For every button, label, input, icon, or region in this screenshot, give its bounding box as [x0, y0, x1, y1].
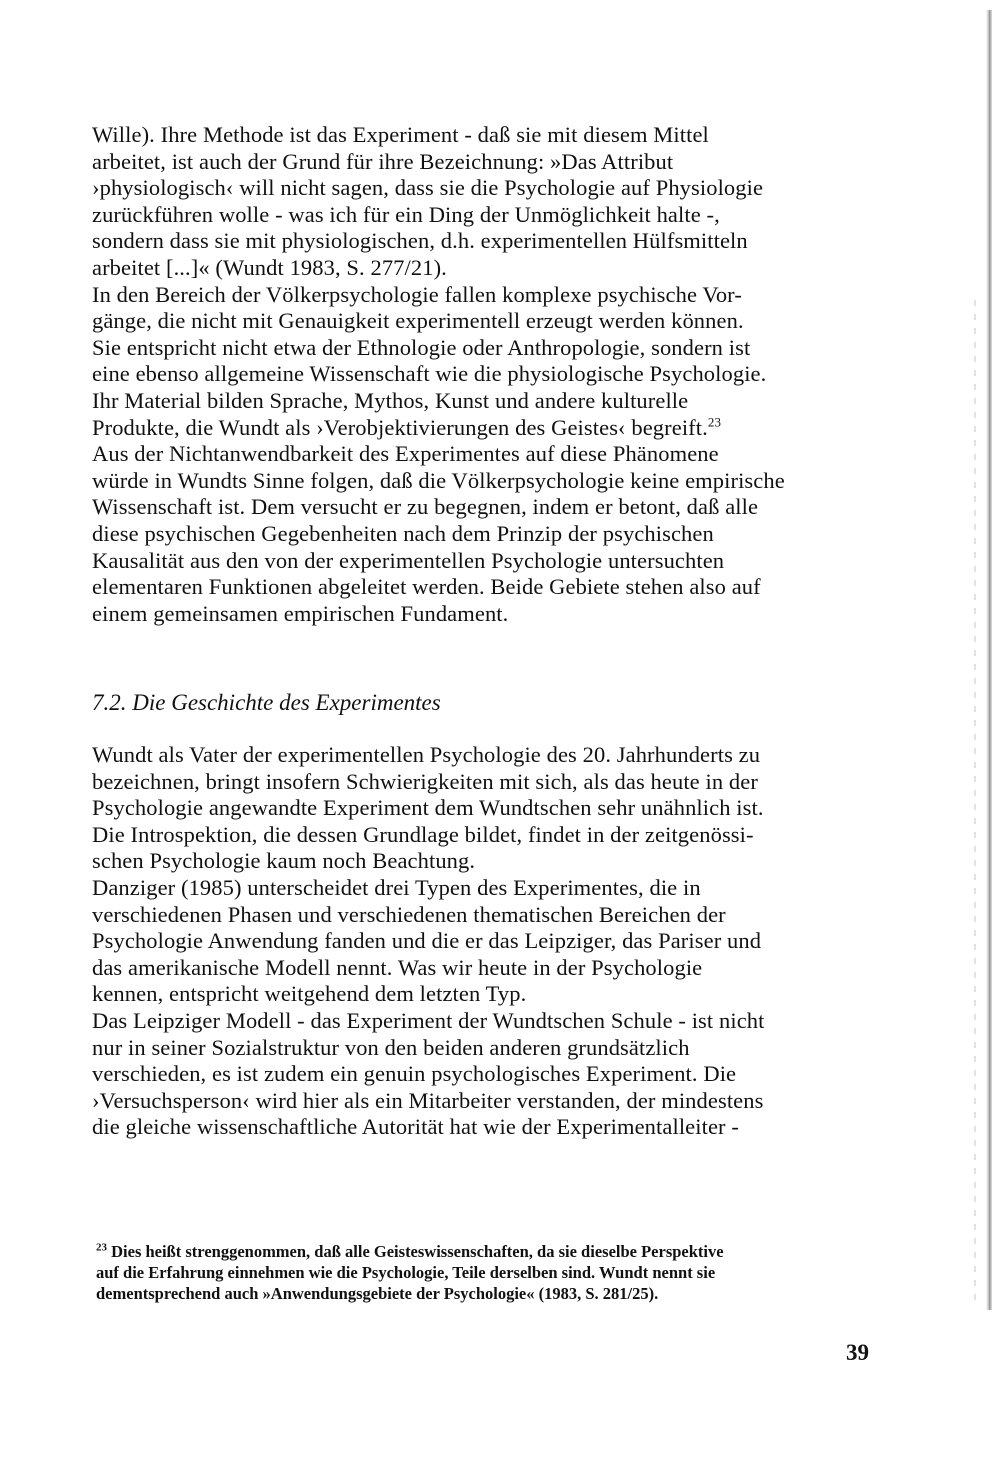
footnote-reference: 23: [707, 414, 722, 430]
body-text-block-2: [92, 742, 880, 1141]
footnote-text: Dies heißt strenggenommen, daß alle Geisteswissenschaften, da sie dieselbe Perspektive auf die Erfahrung einnehmen wie die Psychologie, Teile derselben sind. Wundt nennt sie dementsprechend auch »Anwendungsgebiete der Psychologie« (1983, S. 281/25).: [96, 1242, 724, 1303]
paragraph-nichtanwendbarkeit: Aus der Nichtanwendbarkeit des Experimentes auf diese Phänomene würde in Wundts Sinne folgen, daß die Völkerpsychologie keine empirische Wissenschaft ist. Dem versucht er zu begegnen, indem er betont, daß alle diese psychischen Gegebenheiten nach dem Prinzip der psychischen Kausalität aus den von der experimentellen Psychologie untersuchten elementaren Funktionen abgeleitet werden. Beide Gebiete stehen also auf einem gemeinsamen empirischen Fundament.: [92, 441, 785, 626]
paragraph-wundt-vater: Wundt als Vater der experimentellen Psychologie des 20. Jahrhunderts zu bezeichnen, bringt insofern Schwierigkeiten mit sich, als das heute in der Psychologie angewandte Experiment dem Wundtschen sehr unähnlich ist. Die Introspektion, die dessen Grundlage bildet, findet in der zeitgenössi- schen Psychologie kaum noch Beachtung.: [92, 742, 764, 874]
paragraph-leipziger-modell: Das Leipziger Modell - das Experiment der Wundtschen Schule - ist nicht nur in seiner Sozialstruktur von den beiden anderen grundsätzlich verschieden, es ist zudem ein genuin psychologisches Experiment. Die ›Versuchsperson‹ wird hier als ein Mitarbeiter verstanden, der mindestens die gleiche wissenschaftliche Autorität hat wie der Experimentalleiter -: [92, 1007, 765, 1140]
footnote-marker: 23: [96, 1241, 107, 1254]
paragraph-voelkerpsychologie-text: In den Bereich der Völkerpsychologie fallen komplexe psychische Vor- gänge, die nicht mit Genauigkeit experimentell erzeugt werden können. Sie entspricht nicht etwa der Ethnologie oder Anthropologie, sondern ist eine ebenso allgemeine Wissenschaft wie die physiologische Psychologie. Ihr Material bilden Sprache, Mythos, Kunst und andere kulturelle Produkte, die Wundt als ›Verobjektivierungen des Geistes‹ begreift.: [92, 281, 767, 440]
section-heading: 7.2. Die Geschichte des Experimentes: [92, 690, 441, 715]
paragraph-wundt-quote: Wille). Ihre Methode ist das Experiment - daß sie mit diesem Mittel arbeitet, ist auch der Grund für ihre Bezeichnung: »Das Attribut ›physiologisch‹ will nicht sagen, dass sie die Psychologie auf Physiologie zurückführen wolle - was ich für ein Ding der Unmöglichkeit halte -, sondern dass sie mit physiologischen, d.h. experimentellen Hülfsmitteln arbeitet [...]« (Wundt 1983, S. 277/21).: [92, 122, 764, 280]
paragraph-danziger: Danziger (1985) unterscheidet drei Typen des Experimentes, die in verschiedenen Phasen und verschiedenen thematischen Bereichen der Psychologie Anwendung fanden und die er das Leipziger, das Pariser und das amerikanische Modell nennt. Was wir heute in der Psychologie kennen, entspricht weitgehend dem letzten Typ.: [92, 874, 762, 1007]
paragraph-voelkerpsychologie: [92, 282, 880, 442]
body-text-block-1: [92, 122, 880, 627]
footnote: [96, 1241, 886, 1304]
scan-edge-noise: [974, 300, 976, 1300]
scan-edge-shadow: [986, 10, 992, 1310]
page-number: 39: [846, 1340, 869, 1365]
